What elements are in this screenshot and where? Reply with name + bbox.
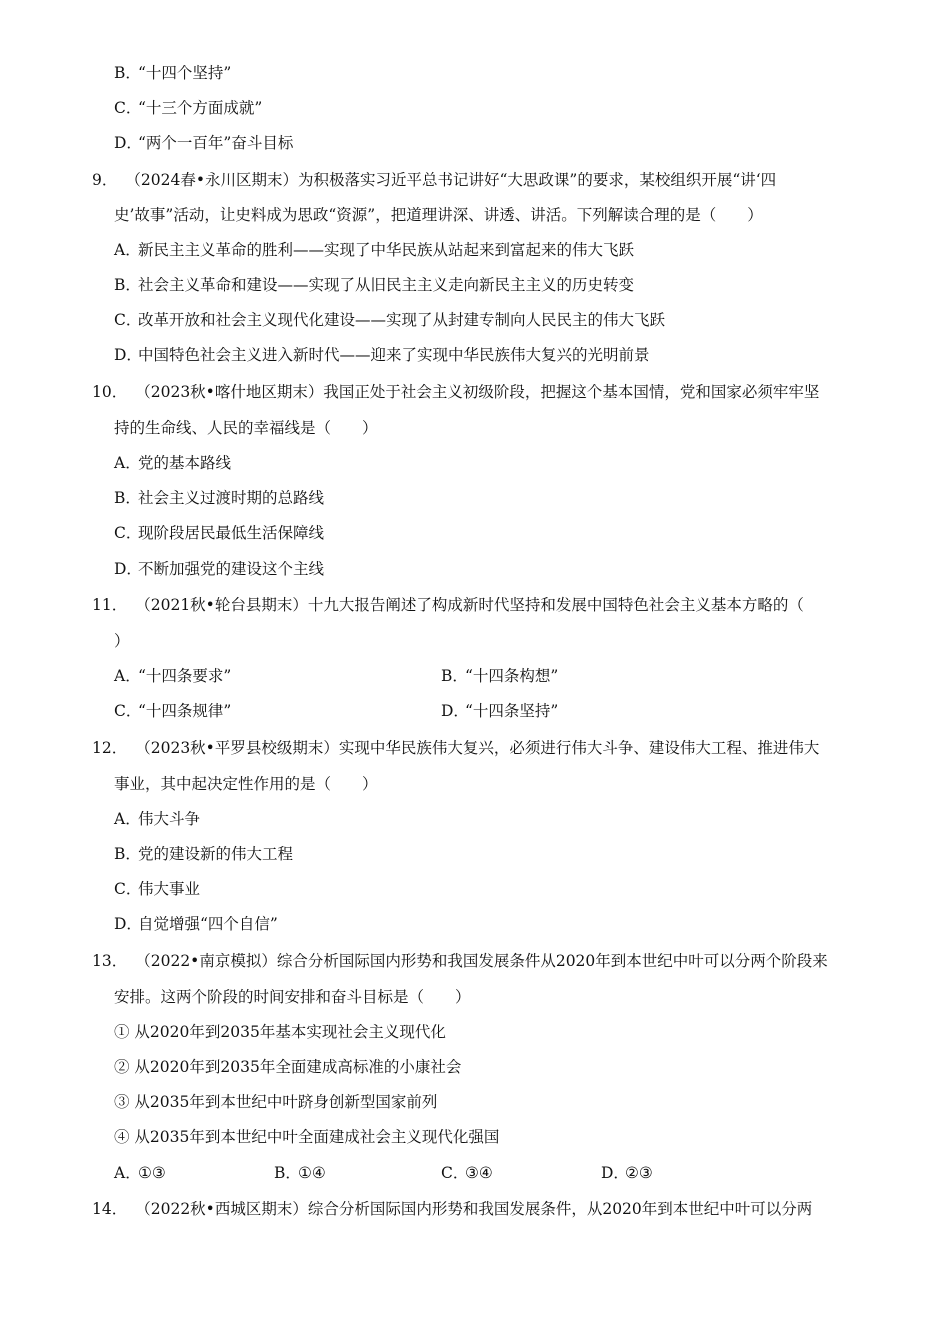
q8-option-d: D．“两个一百年”奋斗目标 [114,134,294,152]
q12-option-a: A．伟大斗争 [114,810,201,828]
q13-item-1: ① 从2020年到2035年基本实现社会主义现代化 [114,1023,446,1041]
q12-option-d: D．自觉增强“四个自信” [114,915,278,933]
q13-item-4: ④ 从2035年到本世纪中叶全面建成社会主义现代化强国 [114,1128,500,1146]
q10-option-c: C．现阶段居民最低生活保障线 [114,524,325,542]
q12-option-b: B．党的建设新的伟大工程 [114,845,294,863]
q9-option-a: A．新民主主义革命的胜利——实现了中华民族从站起来到富起来的伟大飞跃 [114,241,635,259]
q13-option-c: C．③④ [441,1164,493,1182]
q13-stem-line2: 安排。这两个阶段的时间安排和奋斗目标是（ ） [114,988,471,1006]
q12-stem-line1: 12． （2023秋•平罗县校级期末）实现中华民族伟大复兴，必须进行伟大斗争、建设伟大工程、推进伟大 [92,739,820,757]
q13-item-2: ② 从2020年到2035年全面建成高标准的小康社会 [114,1058,462,1076]
q8-option-b: B．“十四个坚持” [114,64,232,82]
q12-stem-line2: 事业，其中起决定性作用的是（ ） [114,775,378,793]
q10-option-b: B．社会主义过渡时期的总路线 [114,489,325,507]
q13-option-b: B．①④ [274,1164,326,1182]
q13-item-3: ③ 从2035年到本世纪中叶跻身创新型国家前列 [114,1093,438,1111]
q11-option-c: C．“十四条规律” [114,702,232,720]
q10-stem-line2: 持的生命线、人民的幸福线是（ ） [114,419,378,437]
q10-stem-line1: 10． （2023秋•喀什地区期末）我国正处于社会主义初级阶段，把握这个基本国情，党和国家必须牢牢坚 [92,383,820,401]
q13-option-d: D．②③ [601,1164,653,1182]
q11-option-b: B．“十四条构想” [441,667,559,685]
q11-stem-line2: ） [114,632,130,650]
q11-stem-line1: 11． （2021秋•轮台县期末）十九大报告阐述了构成新时代坚持和发展中国特色社会主义基本方略的（ [92,596,804,614]
q11-option-a: A．“十四条要求” [114,667,232,685]
q12-option-c: C．伟大事业 [114,880,201,898]
q9-option-d: D．中国特色社会主义进入新时代——迎来了实现中华民族伟大复兴的光明前景 [114,346,650,364]
q9-option-c: C．改革开放和社会主义现代化建设——实现了从封建专制向人民民主的伟大飞跃 [114,311,666,329]
q9-stem-line1: 9． （2024春•永川区期末）为积极落实习近平总书记讲好“大思政课”的要求，某校组织开展“讲‘四 [92,171,777,189]
q10-option-a: A．党的基本路线 [114,454,232,472]
q13-stem-line1: 13． （2022•南京模拟）综合分析国际国内形势和我国发展条件从2020年到本世纪中叶可以分两个阶段来 [92,952,828,970]
q13-option-a: A．①③ [114,1164,166,1182]
q11-option-d: D．“十四条坚持” [441,702,559,720]
q8-option-c: C．“十三个方面成就” [114,99,263,117]
q14-stem-line1: 14． （2022秋•西城区期末）综合分析国际国内形势和我国发展条件，从2020年到本世纪中叶可以分两 [92,1200,813,1218]
q10-option-d: D．不断加强党的建设这个主线 [114,560,325,578]
q9-option-b: B．社会主义革命和建设——实现了从旧民主主义走向新民主主义的历史转变 [114,276,635,294]
q9-stem-line2: 史’故事”活动，让史料成为思政“资源”，把道理讲深、讲透、讲活。下列解读合理的是（ ） [114,206,763,224]
